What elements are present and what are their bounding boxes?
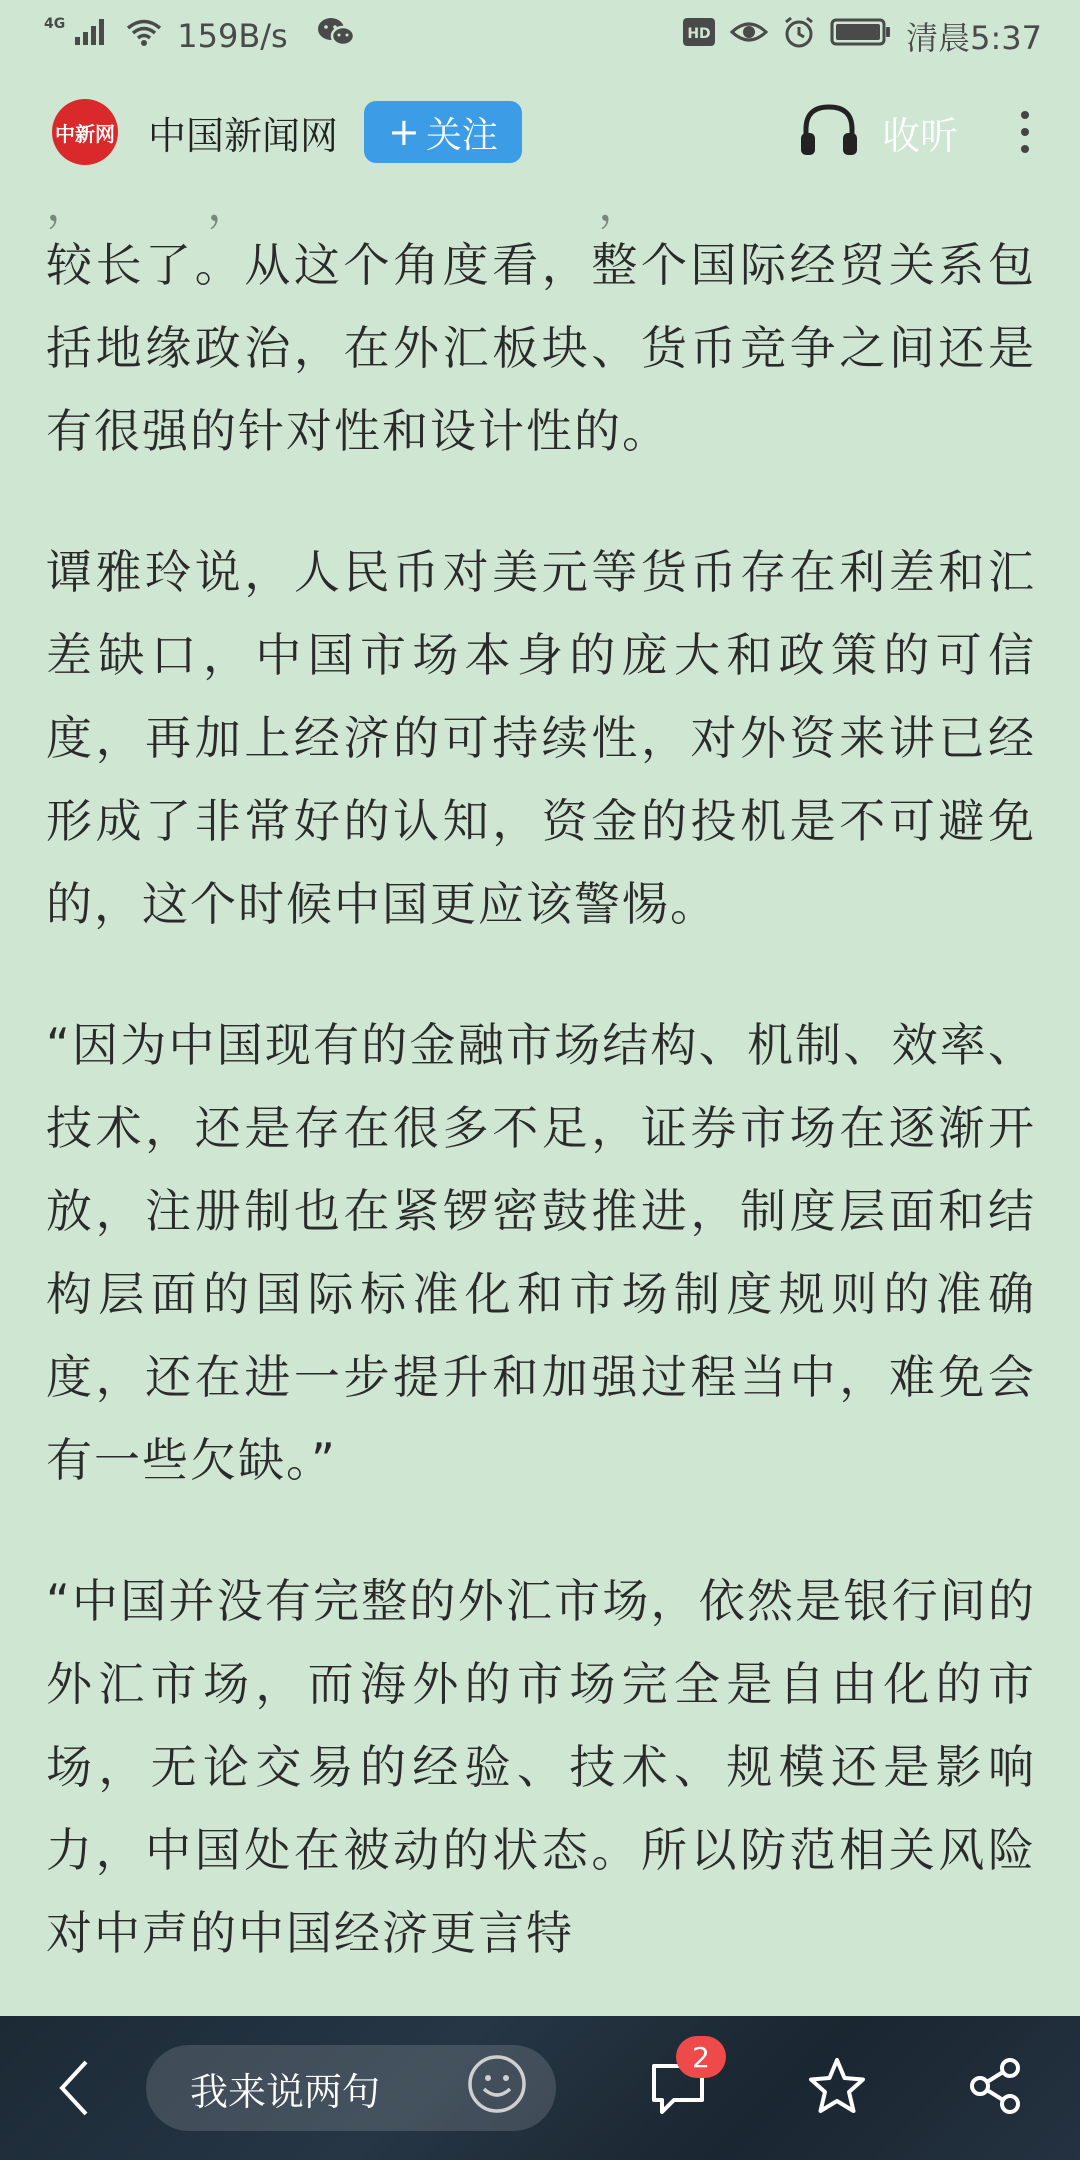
previous-line-fragment: ， ， ，: [46, 177, 713, 231]
comment-count-badge: 2: [676, 2036, 726, 2078]
comment-icon: [648, 2103, 708, 2122]
plus-icon: +: [388, 110, 420, 154]
article-paragraph: 较长了。从这个角度看，整个国际经贸关系包括地缘政治，在外汇板块、货币竞争之间还是有很强的针对性和设计性的。: [46, 238, 1036, 458]
share-icon[interactable]: [966, 2056, 1026, 2120]
headphones-icon: [798, 101, 860, 163]
clock-time: 清晨5:37: [906, 19, 1042, 57]
listen-label: 收听: [881, 113, 958, 158]
comments-button[interactable]: [648, 2040, 710, 2118]
hd-icon: [682, 17, 716, 55]
back-icon[interactable]: [56, 2058, 106, 2118]
follow-label: 关注: [425, 114, 498, 156]
source-logo[interactable]: [52, 99, 118, 165]
status-left: [44, 15, 356, 57]
wifi-icon: [125, 17, 163, 55]
listen-button[interactable]: [798, 101, 958, 163]
source-name[interactable]: 中国新闻网: [148, 113, 339, 158]
signal-icon: [73, 17, 111, 55]
alarm-icon: [782, 15, 816, 57]
comment-input[interactable]: [146, 2045, 556, 2131]
article-paragraph: 谭雅玲说，人民币对美元等货币存在利差和汇差缺口，中国市场本身的庞大和政策的可信度，再加上经济的可持续性，对外资来讲已经形成了非常好的认知，资金的投机是不可避免的，这个时候中国更应该警惕。: [46, 545, 1036, 931]
status-bar: [0, 0, 1080, 72]
app-header: [0, 72, 1080, 192]
eye-icon: [730, 17, 768, 55]
comment-placeholder: 我来说两句: [190, 2069, 381, 2114]
svg-text:HD: HD: [687, 26, 711, 42]
network-type: 4G: [44, 16, 66, 32]
article-body: [46, 177, 1036, 2022]
more-options-icon[interactable]: [1010, 111, 1040, 153]
article-actions: [648, 2040, 1026, 2121]
article-paragraph: “中国并没有完整的外汇市场，依然是银行间的外汇市场，而海外的市场完全是自由化的市场，无论交易的经验、技术、规模还是影响力，中国处在被动的状态。所以防范相关风险对中声的中国经济更言特: [46, 1574, 1036, 1960]
wechat-icon: [316, 15, 356, 57]
network-speed: 159B/s: [177, 17, 288, 55]
favorite-star-icon[interactable]: [806, 2055, 868, 2121]
emoji-icon[interactable]: [466, 2053, 528, 2124]
status-right: [682, 13, 1042, 59]
follow-button[interactable]: [364, 101, 522, 163]
battery-icon: [830, 17, 892, 55]
logo-text: 中新网: [55, 121, 115, 146]
bottom-action-bar: [0, 2016, 1080, 2160]
article-paragraph: “因为中国现有的金融市场结构、机制、效率、技术，还是存在很多不足，证券市场在逐渐开放，注册制也在紧锣密鼓推进，制度层面和结构层面的国际标准化和市场制度规则的准确度，还在进一步提升和加强过程当中，难免会有一些欠缺。”: [46, 1018, 1036, 1487]
